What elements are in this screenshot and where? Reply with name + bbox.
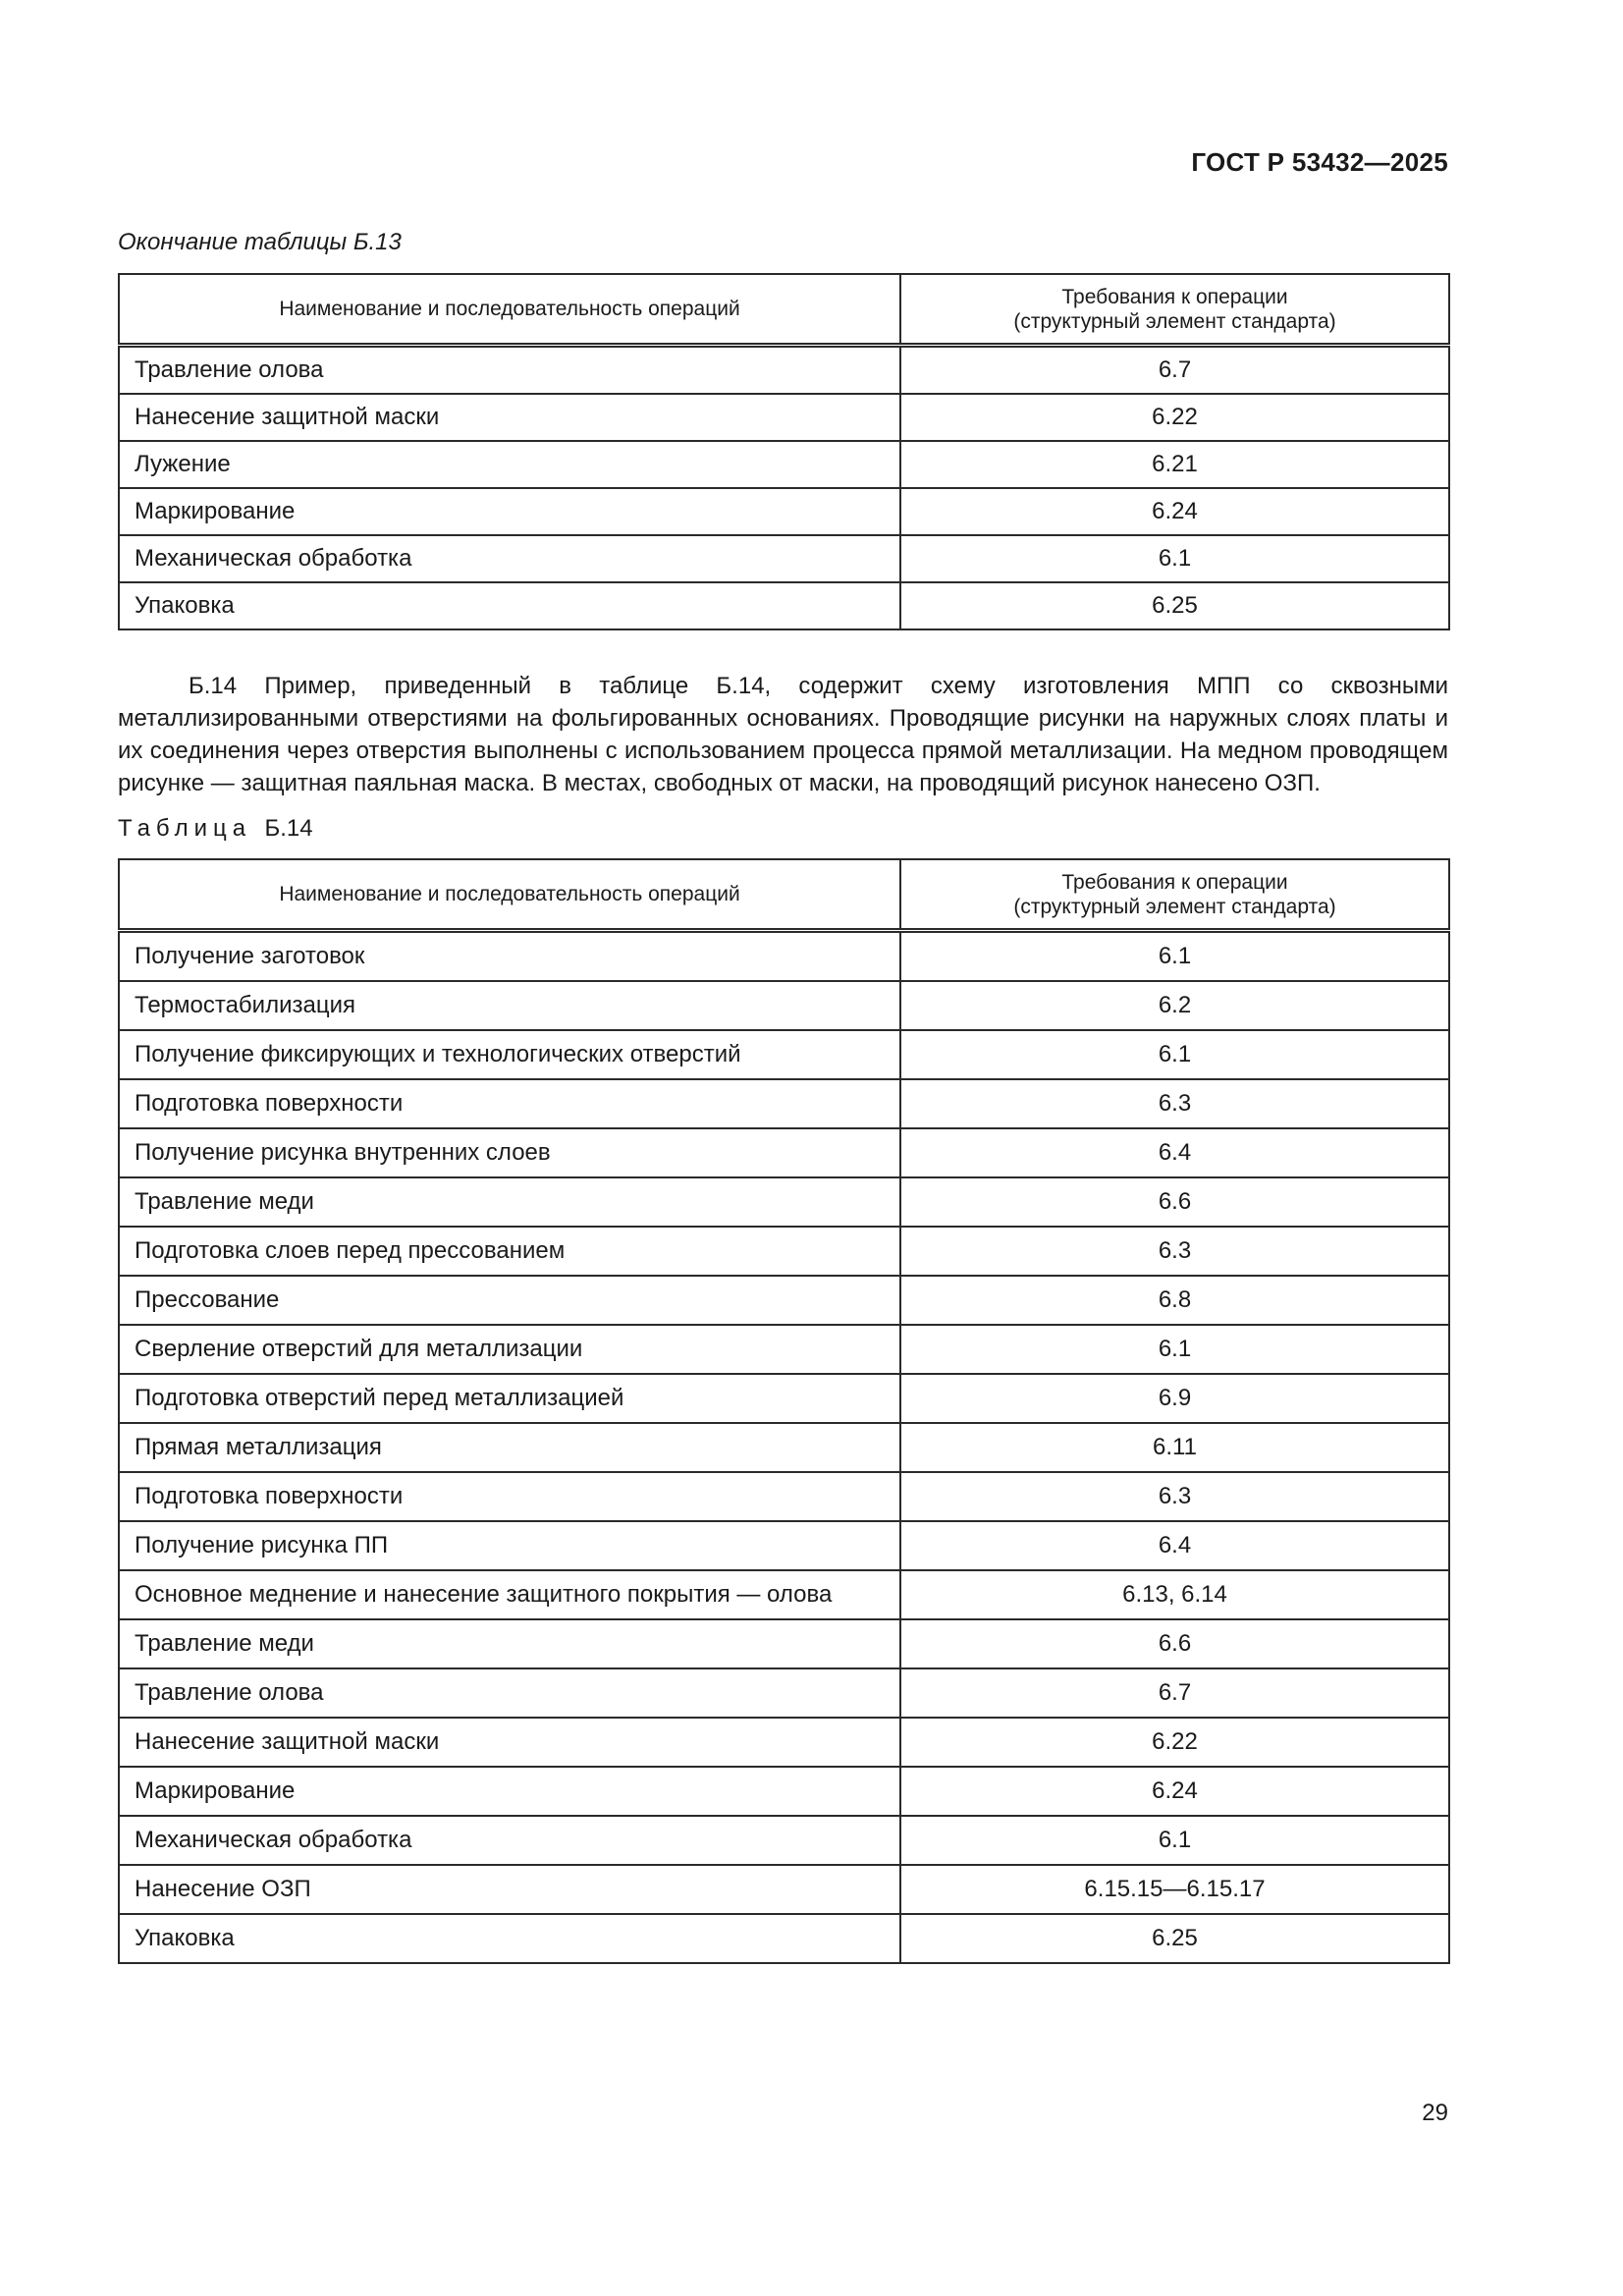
standard-id-header: ГОСТ Р 53432—2025 (1191, 147, 1448, 177)
requirement-cell: 6.7 (900, 1668, 1449, 1718)
requirement-cell: 6.9 (900, 1374, 1449, 1423)
table-b13 (118, 273, 1450, 630)
table-row (119, 488, 1449, 535)
column-header-requirement-line2: (структурный элемент стандарта) (1013, 895, 1336, 918)
requirement-cell: 6.25 (900, 582, 1449, 629)
operation-name-cell: Маркирование (119, 488, 900, 535)
table-row (119, 1718, 1449, 1767)
operation-name-cell: Травление олова (119, 346, 900, 395)
requirement-cell: 6.24 (900, 488, 1449, 535)
requirement-cell: 6.22 (900, 394, 1449, 441)
table-row (119, 582, 1449, 629)
operation-name-cell: Упаковка (119, 582, 900, 629)
table-row (119, 1030, 1449, 1079)
operation-name-cell: Травление меди (119, 1177, 900, 1227)
requirement-cell: 6.8 (900, 1276, 1449, 1325)
operation-name-cell: Лужение (119, 441, 900, 488)
requirement-cell: 6.1 (900, 1816, 1449, 1865)
column-header-operation: Наименование и последовательность операций (119, 274, 900, 346)
operation-name-cell: Подготовка поверхности (119, 1472, 900, 1521)
operation-name-cell: Прессование (119, 1276, 900, 1325)
operation-name-cell: Травление меди (119, 1619, 900, 1668)
operation-name-cell: Механическая обработка (119, 535, 900, 582)
table-row (119, 1865, 1449, 1914)
requirement-cell: 6.3 (900, 1079, 1449, 1128)
table-row (119, 1374, 1449, 1423)
operation-name-cell: Маркирование (119, 1767, 900, 1816)
table-row (119, 1128, 1449, 1177)
operation-name-cell: Нанесение защитной маски (119, 1718, 900, 1767)
table-row (119, 1816, 1449, 1865)
table-b14 (118, 858, 1450, 1964)
operation-name-cell: Упаковка (119, 1914, 900, 1963)
table-row (119, 346, 1449, 395)
table-b14-caption (118, 815, 313, 843)
operation-name-cell: Основное меднение и нанесение защитного покрытия — олова (119, 1570, 900, 1619)
table-header-row (119, 274, 1449, 346)
column-header-requirement (900, 274, 1449, 346)
table-row (119, 1570, 1449, 1619)
table-b13-caption: Окончание таблицы Б.13 (118, 229, 402, 255)
requirement-cell: 6.13, 6.14 (900, 1570, 1449, 1619)
table-row (119, 1472, 1449, 1521)
table-b14-caption-word: Таблица (118, 815, 252, 842)
column-header-operation: Наименование и последовательность операций (119, 859, 900, 931)
table-row (119, 1619, 1449, 1668)
requirement-cell: 6.21 (900, 441, 1449, 488)
operation-name-cell: Подготовка поверхности (119, 1079, 900, 1128)
table-row (119, 535, 1449, 582)
requirement-cell: 6.25 (900, 1914, 1449, 1963)
requirement-cell: 6.1 (900, 1325, 1449, 1374)
requirement-cell: 6.2 (900, 981, 1449, 1030)
page-number: 29 (1422, 2100, 1448, 2126)
operation-name-cell: Подготовка отверстий перед металлизацией (119, 1374, 900, 1423)
requirement-cell: 6.3 (900, 1227, 1449, 1276)
table-header-row (119, 859, 1449, 931)
requirement-cell: 6.15.15—6.15.17 (900, 1865, 1449, 1914)
requirement-cell: 6.4 (900, 1128, 1449, 1177)
operation-name-cell: Нанесение защитной маски (119, 394, 900, 441)
column-header-requirement-line1: Требования к операции (1061, 870, 1288, 894)
operation-name-cell: Термостабилизация (119, 981, 900, 1030)
table-row (119, 1668, 1449, 1718)
requirement-cell: 6.6 (900, 1619, 1449, 1668)
table-row (119, 981, 1449, 1030)
operation-name-cell: Получение рисунка внутренних слоев (119, 1128, 900, 1177)
column-header-requirement (900, 859, 1449, 931)
requirement-cell: 6.22 (900, 1718, 1449, 1767)
requirement-cell: 6.7 (900, 346, 1449, 395)
table-row (119, 1423, 1449, 1472)
table-row (119, 1177, 1449, 1227)
requirement-cell: 6.11 (900, 1423, 1449, 1472)
table-row (119, 1079, 1449, 1128)
operation-name-cell: Получение фиксирующих и технологических отверстий (119, 1030, 900, 1079)
requirement-cell: 6.3 (900, 1472, 1449, 1521)
table-row (119, 441, 1449, 488)
column-header-requirement-line2: (структурный элемент стандарта) (1013, 309, 1336, 333)
table-row (119, 1276, 1449, 1325)
operation-name-cell: Нанесение ОЗП (119, 1865, 900, 1914)
operation-name-cell: Травление олова (119, 1668, 900, 1718)
operation-name-cell: Прямая металлизация (119, 1423, 900, 1472)
operation-name-cell: Механическая обработка (119, 1816, 900, 1865)
requirement-cell: 6.1 (900, 931, 1449, 982)
operation-name-cell: Получение рисунка ПП (119, 1521, 900, 1570)
table-row (119, 1325, 1449, 1374)
operation-name-cell: Подготовка слоев перед прессованием (119, 1227, 900, 1276)
requirement-cell: 6.24 (900, 1767, 1449, 1816)
table-row (119, 1521, 1449, 1570)
table-b14-caption-number: Б.14 (264, 815, 313, 842)
table-row (119, 931, 1449, 982)
operation-name-cell: Получение заготовок (119, 931, 900, 982)
requirement-cell: 6.4 (900, 1521, 1449, 1570)
table-row (119, 1914, 1449, 1963)
table-row (119, 1767, 1449, 1816)
table-row (119, 394, 1449, 441)
table-row (119, 1227, 1449, 1276)
paragraph-b14: Б.14 Пример, приведенный в таблице Б.14, содержит схему изготовления МПП со сквозными металлизированными отверстиями на фольгированных основаниях. Проводящие рисунки на наружных слоях платы и их соединения через отверстия выполнены с использованием процесса прямой металлизации. На медном проводящем рисунке — защитная паяльная маска. В местах, свободных от маски, на проводящий рисунок нанесено ОЗП. (118, 673, 1448, 796)
requirement-cell: 6.1 (900, 535, 1449, 582)
operation-name-cell: Сверление отверстий для металлизации (119, 1325, 900, 1374)
requirement-cell: 6.1 (900, 1030, 1449, 1079)
requirement-cell: 6.6 (900, 1177, 1449, 1227)
column-header-requirement-line1: Требования к операции (1061, 285, 1288, 308)
